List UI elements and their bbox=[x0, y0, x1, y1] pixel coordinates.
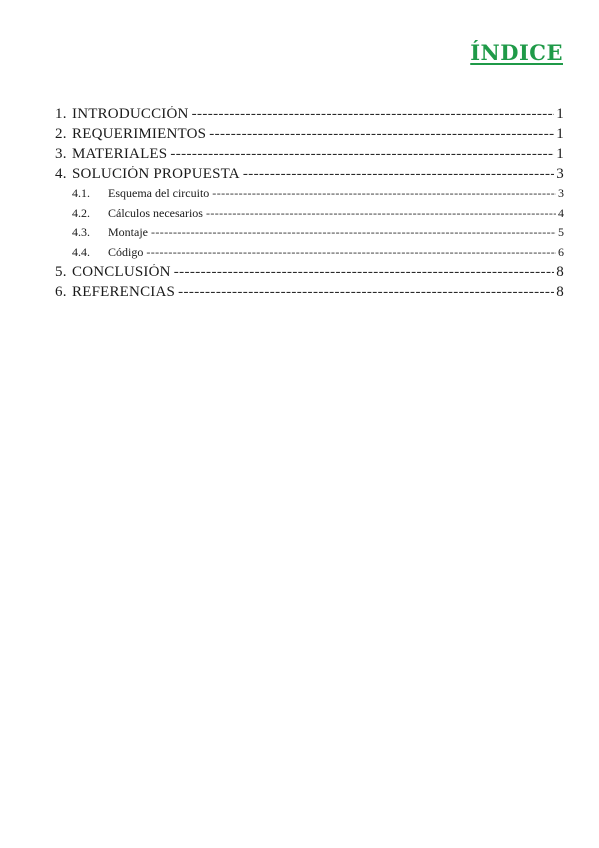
toc-entry-label: Montaje bbox=[108, 225, 148, 239]
toc-entry-page: 3 bbox=[558, 186, 564, 200]
toc-entry-page: 1 bbox=[556, 106, 564, 122]
toc-entry-label: Esquema del circuito bbox=[108, 186, 210, 200]
toc-entry-solucion-propuesta[interactable] bbox=[55, 166, 564, 186]
toc-entry-materiales[interactable] bbox=[55, 146, 564, 166]
toc-leader-dots bbox=[243, 166, 554, 183]
toc-entry-calculos-necesarios[interactable] bbox=[55, 206, 564, 226]
toc-entry-page: 5 bbox=[558, 225, 564, 239]
toc-entry-label: CONCLUSIÓN bbox=[72, 264, 171, 280]
toc-entry-number: 4. bbox=[55, 166, 67, 182]
toc-leader-dots bbox=[209, 126, 554, 143]
toc-entry-number: 4.3. bbox=[72, 225, 90, 239]
table-of-contents bbox=[55, 106, 564, 304]
toc-entry-number: 4.1. bbox=[72, 186, 90, 200]
toc-entry-conclusion[interactable] bbox=[55, 264, 564, 284]
page-title: ÍNDICE bbox=[470, 40, 563, 65]
toc-entry-number: 3. bbox=[55, 146, 67, 162]
toc-entry-number: 4.4. bbox=[72, 244, 90, 259]
toc-leader-dots bbox=[146, 245, 556, 260]
toc-leader-dots bbox=[212, 186, 556, 201]
toc-leader-dots bbox=[178, 284, 554, 301]
toc-entry-introduccion[interactable] bbox=[55, 106, 564, 126]
toc-entry-referencias[interactable] bbox=[55, 284, 564, 304]
toc-leader-dots bbox=[192, 106, 555, 123]
toc-entry-number: 5. bbox=[55, 264, 67, 280]
toc-leader-dots bbox=[206, 206, 556, 221]
toc-entry-page: 8 bbox=[556, 284, 564, 300]
toc-entry-codigo[interactable] bbox=[55, 245, 564, 265]
toc-entry-page: 1 bbox=[556, 126, 564, 142]
toc-entry-label: REQUERIMIENTOS bbox=[72, 126, 207, 142]
toc-entry-page: 1 bbox=[556, 146, 564, 162]
toc-entry-label: MATERIALES bbox=[72, 146, 168, 162]
toc-entry-label: Código bbox=[108, 244, 144, 259]
toc-entry-label: REFERENCIAS bbox=[72, 284, 176, 300]
toc-entry-number: 2. bbox=[55, 126, 67, 142]
toc-leader-dots bbox=[174, 264, 555, 281]
toc-entry-number: 1. bbox=[55, 106, 67, 122]
toc-entry-label: INTRODUCCIÓN bbox=[72, 106, 189, 122]
toc-leader-dots bbox=[170, 146, 554, 163]
toc-entry-page: 4 bbox=[558, 205, 564, 220]
toc-entry-label: Cálculos necesarios bbox=[108, 205, 203, 220]
toc-entry-number: 6. bbox=[55, 284, 67, 300]
toc-entry-esquema-del-circuito[interactable] bbox=[55, 186, 564, 206]
toc-entry-montaje[interactable] bbox=[55, 225, 564, 245]
toc-entry-requerimientos[interactable] bbox=[55, 126, 564, 146]
toc-entry-page: 8 bbox=[556, 264, 564, 280]
toc-entry-page: 3 bbox=[556, 166, 564, 182]
toc-entry-number: 4.2. bbox=[72, 205, 90, 220]
toc-entry-page: 6 bbox=[558, 244, 564, 259]
toc-leader-dots bbox=[151, 225, 556, 240]
toc-entry-label: SOLUCIÓN PROPUESTA bbox=[72, 166, 240, 182]
